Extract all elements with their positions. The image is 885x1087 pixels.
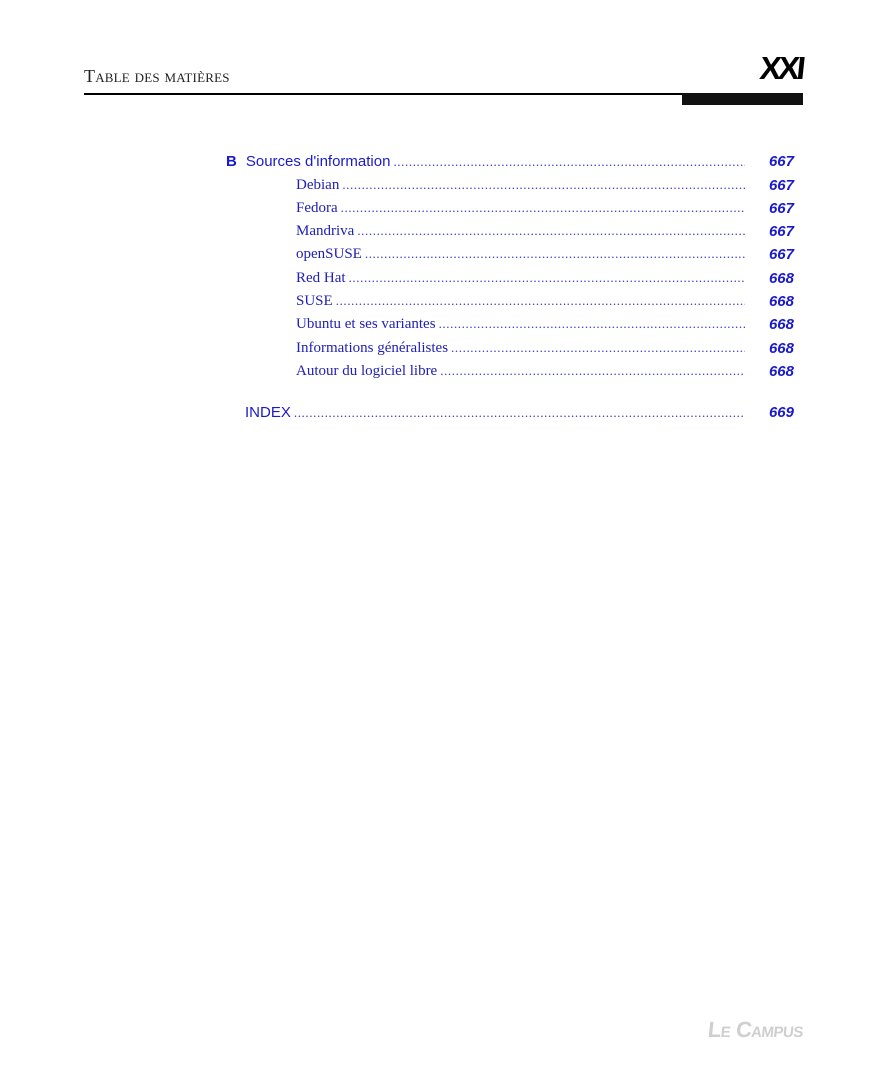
dot-leader bbox=[341, 200, 745, 216]
index-label: INDEX bbox=[245, 404, 291, 421]
toc-entry[interactable] bbox=[296, 246, 745, 263]
toc-entry[interactable] bbox=[296, 363, 745, 380]
toc-entry-page: 668 bbox=[768, 363, 794, 380]
toc-entry-page: 667 bbox=[768, 200, 794, 217]
toc-entry-page: 668 bbox=[768, 293, 794, 310]
toc-entry-page: 668 bbox=[768, 340, 794, 357]
toc-entry[interactable] bbox=[296, 340, 745, 357]
dot-leader bbox=[357, 223, 745, 239]
toc-appendix-row[interactable] bbox=[226, 153, 745, 170]
page-number: XXI bbox=[758, 50, 805, 86]
appendix-title: Sources d'information bbox=[245, 153, 391, 170]
dot-leader bbox=[336, 293, 745, 309]
toc-entry-label: Red Hat bbox=[296, 270, 346, 286]
dot-leader bbox=[440, 363, 745, 379]
toc-entry-page: 667 bbox=[768, 223, 794, 240]
toc-entry[interactable] bbox=[296, 293, 745, 310]
toc-entry[interactable] bbox=[296, 316, 745, 333]
toc-entry[interactable] bbox=[296, 177, 745, 194]
toc-entry-label: openSUSE bbox=[296, 246, 362, 262]
dot-leader bbox=[294, 405, 745, 421]
toc-entry-label: Autour du logiciel libre bbox=[296, 363, 438, 379]
toc-entry[interactable] bbox=[296, 200, 745, 217]
toc-entry-page: 667 bbox=[768, 177, 794, 194]
toc-entry-label: Mandriva bbox=[296, 223, 355, 239]
toc-index-row[interactable] bbox=[245, 404, 745, 421]
publisher-logo: Le Campus bbox=[706, 1017, 805, 1042]
running-header-title: Table des matières bbox=[84, 66, 230, 86]
toc-entry[interactable] bbox=[296, 223, 745, 240]
toc-entry[interactable] bbox=[296, 270, 745, 287]
dot-leader bbox=[349, 270, 745, 286]
dot-leader bbox=[342, 177, 745, 193]
toc-entry-label: Informations généralistes bbox=[296, 340, 449, 356]
toc-entry-page: 667 bbox=[768, 246, 794, 263]
toc-entry-page: 668 bbox=[768, 270, 794, 287]
dot-leader bbox=[451, 340, 745, 356]
dot-leader bbox=[439, 316, 745, 332]
toc-entry-page: 668 bbox=[768, 316, 794, 333]
appendix-letter: B bbox=[226, 153, 237, 170]
index-page: 669 bbox=[768, 404, 794, 421]
toc-entry-label: Ubuntu et ses variantes bbox=[296, 316, 436, 332]
dot-leader bbox=[393, 154, 745, 170]
toc-entry-label: Fedora bbox=[296, 200, 338, 216]
header-bar bbox=[682, 93, 803, 105]
appendix-page: 667 bbox=[768, 153, 794, 170]
toc-entry-label: Debian bbox=[296, 177, 340, 193]
toc-entry-label: SUSE bbox=[296, 293, 333, 309]
dot-leader bbox=[365, 246, 745, 262]
